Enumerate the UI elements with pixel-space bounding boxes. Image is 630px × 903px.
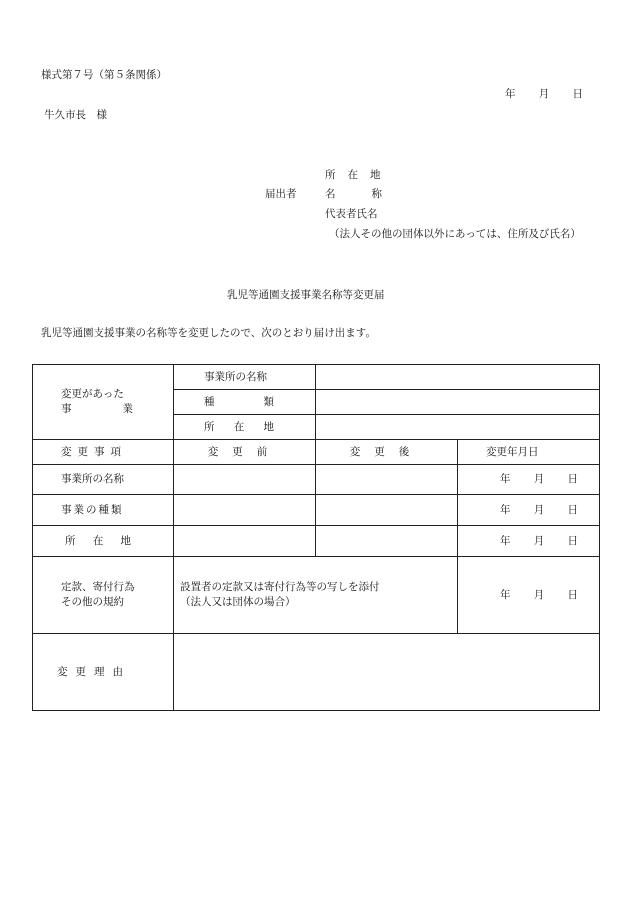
statement: 乳児等通園支援事業の名称等を変更したので、次のとおり届け出ます。 bbox=[41, 327, 376, 339]
date-year-label: 年 bbox=[500, 503, 511, 516]
change-before-cell[interactable] bbox=[174, 465, 316, 495]
notifier-name-label bbox=[325, 188, 418, 200]
date-year-label: 年 bbox=[505, 88, 516, 100]
business-address-label: 所 在 地 bbox=[204, 420, 274, 433]
date-day-label: 日 bbox=[567, 534, 578, 547]
header-date-label: 変更年月日 bbox=[486, 445, 539, 458]
date-day-label: 日 bbox=[567, 503, 578, 516]
change-date bbox=[500, 474, 578, 485]
date-day-label: 日 bbox=[572, 88, 583, 100]
change-row bbox=[33, 465, 600, 495]
business-row-label bbox=[174, 415, 316, 440]
business-changed-label-cell bbox=[33, 365, 174, 440]
rules-content-line1: 設置者の定款又は寄付行為等の写しを添付 bbox=[180, 580, 380, 593]
change-before-cell[interactable] bbox=[174, 526, 316, 557]
business-type-value-cell[interactable] bbox=[316, 390, 600, 415]
date-year-label: 年 bbox=[500, 534, 511, 547]
notifier-address-label bbox=[325, 169, 393, 181]
document-title: 乳児等通園支援事業名称等変更届 bbox=[227, 289, 385, 301]
rules-date bbox=[500, 590, 578, 601]
change-item-cell bbox=[33, 465, 174, 495]
header-after-label: 変更後 bbox=[349, 445, 424, 458]
notifier-label: 届出者 bbox=[265, 188, 297, 200]
change-after-cell[interactable] bbox=[316, 526, 458, 557]
reason-value-cell[interactable] bbox=[174, 634, 600, 711]
notifier-name-text: 名称 bbox=[325, 188, 418, 200]
rules-date-cell[interactable] bbox=[458, 557, 600, 634]
header-before-cell bbox=[174, 440, 316, 465]
business-type-label: 種 類 bbox=[204, 395, 274, 408]
change-date-cell[interactable] bbox=[458, 526, 600, 557]
change-item-cell bbox=[33, 526, 174, 557]
change-date bbox=[500, 505, 578, 516]
rules-item-cell bbox=[33, 557, 174, 634]
rules-content-cell bbox=[174, 557, 458, 634]
header-item-cell bbox=[33, 440, 174, 465]
date-year-label: 年 bbox=[500, 588, 511, 601]
date-month-label: 月 bbox=[533, 588, 545, 601]
change-form-table bbox=[32, 364, 600, 711]
date-day-label: 日 bbox=[567, 473, 578, 486]
change-after-cell[interactable] bbox=[316, 465, 458, 495]
rules-item-line2: その他の規約 bbox=[61, 596, 124, 608]
notifier-note: （法人その他の団体以外にあっては、住所及び氏名） bbox=[329, 228, 581, 240]
change-item-label: 事業の種類 bbox=[61, 503, 124, 516]
rules-content-line2: （法人又は団体の場合） bbox=[180, 596, 296, 608]
form-number: 様式第７号（第５条関係） bbox=[41, 69, 167, 81]
reason-label-cell bbox=[33, 634, 174, 711]
business-changed-label-line1: 変更があった bbox=[61, 387, 124, 400]
change-row bbox=[33, 526, 600, 557]
change-item-label: 事業所の名称 bbox=[61, 473, 124, 486]
change-after-cell[interactable] bbox=[316, 495, 458, 526]
change-item-label: 所 在 地 bbox=[65, 534, 131, 547]
submission-date bbox=[505, 89, 583, 100]
rules-item-line1: 定款、寄付行為 bbox=[61, 580, 135, 593]
header-date-cell bbox=[458, 440, 600, 465]
business-name-value-cell[interactable] bbox=[316, 365, 600, 390]
notifier-representative-label: 代表者氏名 bbox=[325, 208, 378, 220]
date-month-label: 月 bbox=[533, 473, 545, 486]
date-month-label: 月 bbox=[533, 503, 545, 516]
change-header-row bbox=[33, 440, 600, 465]
rules-row bbox=[33, 557, 600, 634]
reason-row bbox=[33, 634, 600, 711]
business-changed-label-line2: 事 業 bbox=[61, 403, 133, 415]
header-before-label: 変更前 bbox=[207, 445, 282, 458]
change-before-cell[interactable] bbox=[174, 495, 316, 526]
addressee: 牛久市長 様 bbox=[44, 109, 107, 121]
date-year-label: 年 bbox=[500, 473, 511, 486]
change-date bbox=[500, 536, 578, 547]
change-item-cell bbox=[33, 495, 174, 526]
change-row bbox=[33, 495, 600, 526]
notifier-address-text: 所在地 bbox=[325, 169, 393, 181]
date-month-label: 月 bbox=[538, 88, 550, 100]
business-row-name bbox=[33, 365, 600, 390]
date-day-label: 日 bbox=[567, 588, 578, 601]
business-row-label-text: 事業所の名称 bbox=[204, 370, 267, 383]
reason-label: 変更理由 bbox=[57, 665, 131, 678]
business-row-label bbox=[174, 390, 316, 415]
business-address-value-cell[interactable] bbox=[316, 415, 600, 440]
change-date-cell[interactable] bbox=[458, 495, 600, 526]
date-month-label: 月 bbox=[533, 534, 545, 547]
header-after-cell bbox=[316, 440, 458, 465]
business-row-label bbox=[174, 365, 316, 390]
change-date-cell[interactable] bbox=[458, 465, 600, 495]
header-item-label: 変更事項 bbox=[61, 445, 127, 458]
